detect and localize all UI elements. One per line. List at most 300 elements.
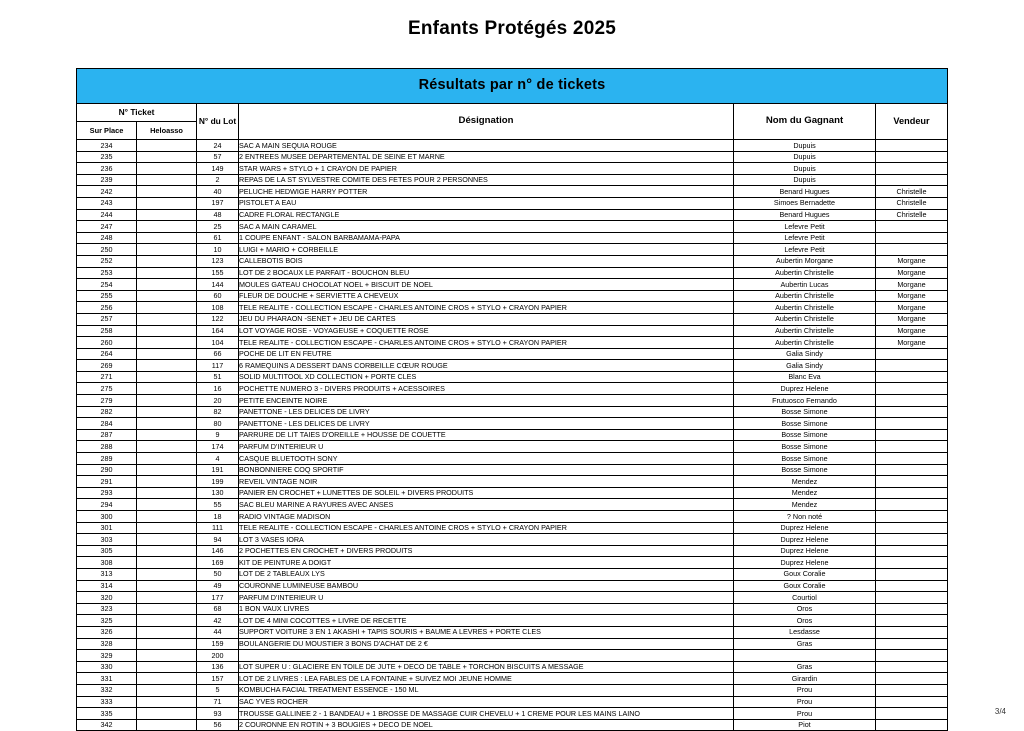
cell-sur-place: 291 bbox=[77, 476, 137, 488]
cell-sur-place: 239 bbox=[77, 174, 137, 186]
cell-heloasso bbox=[137, 395, 197, 407]
cell-designation: PANETTONE - LES DELICES DE LIVRY bbox=[239, 406, 734, 418]
table-row bbox=[77, 255, 948, 267]
cell-sur-place: 331 bbox=[77, 673, 137, 685]
cell-lot: 40 bbox=[197, 186, 239, 198]
cell-lot: 2 bbox=[197, 174, 239, 186]
cell-vendeur bbox=[876, 395, 948, 407]
table-row bbox=[77, 568, 948, 580]
table-row bbox=[77, 197, 948, 209]
cell-gagnant: Oros bbox=[734, 615, 876, 627]
cell-lot: 200 bbox=[197, 650, 239, 662]
cell-vendeur bbox=[876, 638, 948, 650]
table-row bbox=[77, 395, 948, 407]
cell-designation: PISTOLET A EAU bbox=[239, 197, 734, 209]
cell-sur-place: 253 bbox=[77, 267, 137, 279]
cell-gagnant: Aubertin Christelle bbox=[734, 325, 876, 337]
cell-sur-place: 293 bbox=[77, 487, 137, 499]
cell-lot: 197 bbox=[197, 197, 239, 209]
cell-lot: 50 bbox=[197, 568, 239, 580]
cell-vendeur bbox=[876, 696, 948, 708]
cell-gagnant: Prou bbox=[734, 696, 876, 708]
cell-lot: 111 bbox=[197, 522, 239, 534]
table-body bbox=[77, 140, 948, 731]
header-designation: Désignation bbox=[239, 104, 734, 140]
cell-heloasso bbox=[137, 650, 197, 662]
cell-designation: PARFUM D'INTERIEUR U bbox=[239, 441, 734, 453]
cell-lot: 9 bbox=[197, 429, 239, 441]
table-row bbox=[77, 232, 948, 244]
cell-vendeur bbox=[876, 708, 948, 720]
table-row bbox=[77, 348, 948, 360]
cell-vendeur bbox=[876, 244, 948, 256]
table-row bbox=[77, 650, 948, 662]
cell-gagnant: Bosse Simone bbox=[734, 464, 876, 476]
cell-lot: 117 bbox=[197, 360, 239, 372]
table-row bbox=[77, 174, 948, 186]
cell-heloasso bbox=[137, 140, 197, 152]
cell-sur-place: 264 bbox=[77, 348, 137, 360]
cell-lot: 44 bbox=[197, 626, 239, 638]
cell-lot: 55 bbox=[197, 499, 239, 511]
cell-sur-place: 248 bbox=[77, 232, 137, 244]
table-row bbox=[77, 140, 948, 152]
cell-designation: BONBONNIERE COQ SPORTIF bbox=[239, 464, 734, 476]
cell-lot: 155 bbox=[197, 267, 239, 279]
cell-sur-place: 282 bbox=[77, 406, 137, 418]
cell-gagnant: Bosse Simone bbox=[734, 429, 876, 441]
header-gagnant: Nom du Gagnant bbox=[734, 104, 876, 140]
cell-vendeur bbox=[876, 592, 948, 604]
table-row bbox=[77, 383, 948, 395]
cell-gagnant: Prou bbox=[734, 684, 876, 696]
cell-vendeur bbox=[876, 522, 948, 534]
cell-vendeur bbox=[876, 499, 948, 511]
cell-heloasso bbox=[137, 499, 197, 511]
cell-gagnant: Galia Sindy bbox=[734, 360, 876, 372]
cell-heloasso bbox=[137, 719, 197, 731]
cell-gagnant: Dupuis bbox=[734, 151, 876, 163]
cell-designation: FLEUR DE DOUCHE + SERVIETTE A CHEVEUX bbox=[239, 290, 734, 302]
cell-vendeur bbox=[876, 418, 948, 430]
cell-gagnant: Aubertin Christelle bbox=[734, 337, 876, 349]
cell-heloasso bbox=[137, 708, 197, 720]
cell-sur-place: 236 bbox=[77, 163, 137, 175]
cell-lot: 164 bbox=[197, 325, 239, 337]
cell-sur-place: 308 bbox=[77, 557, 137, 569]
cell-sur-place: 242 bbox=[77, 186, 137, 198]
cell-lot: 159 bbox=[197, 638, 239, 650]
cell-gagnant: Duprez Helene bbox=[734, 522, 876, 534]
results-table-container bbox=[76, 68, 948, 731]
cell-designation: STAR WARS + STYLO + 1 CRAYON DE PAPIER bbox=[239, 163, 734, 175]
cell-lot: 82 bbox=[197, 406, 239, 418]
cell-gagnant: Goux Coralie bbox=[734, 580, 876, 592]
cell-gagnant: Aubertin Morgane bbox=[734, 255, 876, 267]
cell-lot: 10 bbox=[197, 244, 239, 256]
cell-sur-place: 260 bbox=[77, 337, 137, 349]
cell-heloasso bbox=[137, 174, 197, 186]
cell-sur-place: 333 bbox=[77, 696, 137, 708]
cell-heloasso bbox=[137, 163, 197, 175]
cell-sur-place: 305 bbox=[77, 545, 137, 557]
cell-lot: 80 bbox=[197, 418, 239, 430]
cell-sur-place: 330 bbox=[77, 661, 137, 673]
cell-heloasso bbox=[137, 186, 197, 198]
cell-designation: TELE REALITE - COLLECTION ESCAPE - CHARLES ANTOINE CROS + STYLO + CRAYON PAPIER bbox=[239, 522, 734, 534]
table-header bbox=[77, 69, 948, 140]
cell-gagnant: Gras bbox=[734, 638, 876, 650]
cell-designation bbox=[239, 650, 734, 662]
cell-lot: 16 bbox=[197, 383, 239, 395]
cell-gagnant: Duprez Helene bbox=[734, 557, 876, 569]
cell-designation: KOMBUCHA FACIAL TREATMENT ESSENCE - 150 ML bbox=[239, 684, 734, 696]
cell-gagnant: Piot bbox=[734, 719, 876, 731]
cell-lot: 71 bbox=[197, 696, 239, 708]
cell-heloasso bbox=[137, 244, 197, 256]
cell-heloasso bbox=[137, 487, 197, 499]
cell-sur-place: 279 bbox=[77, 395, 137, 407]
cell-sur-place: 335 bbox=[77, 708, 137, 720]
cell-lot: 61 bbox=[197, 232, 239, 244]
cell-lot: 199 bbox=[197, 476, 239, 488]
results-table bbox=[76, 68, 948, 731]
cell-vendeur bbox=[876, 429, 948, 441]
cell-sur-place: 314 bbox=[77, 580, 137, 592]
cell-lot: 68 bbox=[197, 603, 239, 615]
cell-designation: SAC BLEU MARINE A RAYURES AVEC ANSES bbox=[239, 499, 734, 511]
cell-heloasso bbox=[137, 325, 197, 337]
cell-lot: 157 bbox=[197, 673, 239, 685]
cell-designation: TELE REALITE - COLLECTION ESCAPE - CHARLES ANTOINE CROS + STYLO + CRAYON PAPIER bbox=[239, 302, 734, 314]
cell-gagnant: Frutuosco Fernando bbox=[734, 395, 876, 407]
table-row bbox=[77, 441, 948, 453]
cell-gagnant: Simoes Bernadette bbox=[734, 197, 876, 209]
cell-gagnant: Bosse Simone bbox=[734, 441, 876, 453]
cell-heloasso bbox=[137, 661, 197, 673]
table-row bbox=[77, 673, 948, 685]
cell-lot: 51 bbox=[197, 371, 239, 383]
cell-gagnant: Benard Hugues bbox=[734, 186, 876, 198]
cell-heloasso bbox=[137, 267, 197, 279]
cell-heloasso bbox=[137, 511, 197, 523]
table-row bbox=[77, 418, 948, 430]
cell-heloasso bbox=[137, 673, 197, 685]
table-row bbox=[77, 534, 948, 546]
cell-sur-place: 326 bbox=[77, 626, 137, 638]
table-row bbox=[77, 406, 948, 418]
cell-heloasso bbox=[137, 429, 197, 441]
table-row bbox=[77, 476, 948, 488]
cell-gagnant: Courtiol bbox=[734, 592, 876, 604]
cell-lot: 56 bbox=[197, 719, 239, 731]
cell-lot: 146 bbox=[197, 545, 239, 557]
cell-sur-place: 271 bbox=[77, 371, 137, 383]
cell-vendeur: Christelle bbox=[876, 197, 948, 209]
cell-gagnant: Duprez Helene bbox=[734, 383, 876, 395]
cell-gagnant bbox=[734, 650, 876, 662]
cell-designation: CALLEBOTIS BOIS bbox=[239, 255, 734, 267]
cell-designation: 2 POCHETTES EN CROCHET + DIVERS PRODUITS bbox=[239, 545, 734, 557]
cell-vendeur bbox=[876, 650, 948, 662]
cell-vendeur bbox=[876, 626, 948, 638]
cell-designation: LOT DE 2 LIVRES : LEA FABLES DE LA FONTAINE + SUIVEZ MOI JEUNE HOMME bbox=[239, 673, 734, 685]
cell-designation: PARFUM D'INTERIEUR U bbox=[239, 592, 734, 604]
cell-heloasso bbox=[137, 464, 197, 476]
cell-gagnant: Aubertin Lucas bbox=[734, 279, 876, 291]
cell-designation: 1 COUPE ENFANT - SALON BARBAMAMA-PAPA bbox=[239, 232, 734, 244]
cell-sur-place: 269 bbox=[77, 360, 137, 372]
cell-vendeur bbox=[876, 151, 948, 163]
cell-gagnant: Aubertin Christelle bbox=[734, 267, 876, 279]
table-row bbox=[77, 163, 948, 175]
cell-gagnant: Dupuis bbox=[734, 163, 876, 175]
cell-vendeur: Christelle bbox=[876, 209, 948, 221]
cell-designation: BOULANGERIE DU MOUSTIER 3 BONS D'ACHAT DE 2 € bbox=[239, 638, 734, 650]
header-lot: N° du Lot bbox=[197, 104, 239, 140]
cell-vendeur: Morgane bbox=[876, 302, 948, 314]
cell-sur-place: 290 bbox=[77, 464, 137, 476]
table-row bbox=[77, 371, 948, 383]
cell-heloasso bbox=[137, 406, 197, 418]
cell-vendeur bbox=[876, 557, 948, 569]
cell-designation: PANETTONE - LES DELICES DE LIVRY bbox=[239, 418, 734, 430]
cell-gagnant: Mendez bbox=[734, 476, 876, 488]
table-row bbox=[77, 499, 948, 511]
cell-heloasso bbox=[137, 151, 197, 163]
cell-gagnant: Lefevre Petit bbox=[734, 232, 876, 244]
cell-heloasso bbox=[137, 221, 197, 233]
cell-heloasso bbox=[137, 441, 197, 453]
cell-vendeur bbox=[876, 487, 948, 499]
cell-heloasso bbox=[137, 568, 197, 580]
cell-vendeur bbox=[876, 719, 948, 731]
table-row bbox=[77, 603, 948, 615]
cell-heloasso bbox=[137, 255, 197, 267]
cell-vendeur: Morgane bbox=[876, 290, 948, 302]
cell-designation: SAC A MAIN SEQUIA ROUGE bbox=[239, 140, 734, 152]
cell-heloasso bbox=[137, 557, 197, 569]
cell-heloasso bbox=[137, 290, 197, 302]
cell-vendeur bbox=[876, 464, 948, 476]
cell-designation: LOT 3 VASES IORA bbox=[239, 534, 734, 546]
cell-gagnant: Lefevre Petit bbox=[734, 244, 876, 256]
cell-sur-place: 288 bbox=[77, 441, 137, 453]
cell-heloasso bbox=[137, 626, 197, 638]
cell-gagnant: Oros bbox=[734, 603, 876, 615]
cell-sur-place: 250 bbox=[77, 244, 137, 256]
cell-lot: 49 bbox=[197, 580, 239, 592]
table-row bbox=[77, 487, 948, 499]
cell-designation: 2 ENTREES MUSEE DEPARTEMENTAL DE SEINE ET MARNE bbox=[239, 151, 734, 163]
cell-gagnant: Dupuis bbox=[734, 140, 876, 152]
cell-designation: TELE REALITE - COLLECTION ESCAPE - CHARLES ANTOINE CROS + STYLO + CRAYON PAPIER bbox=[239, 337, 734, 349]
table-row bbox=[77, 302, 948, 314]
cell-heloasso bbox=[137, 313, 197, 325]
cell-heloasso bbox=[137, 302, 197, 314]
table-row bbox=[77, 522, 948, 534]
table-row bbox=[77, 464, 948, 476]
cell-vendeur bbox=[876, 406, 948, 418]
cell-designation: 2 COURONNE EN ROTIN + 3 BOUGIES + DECO DE NOEL bbox=[239, 719, 734, 731]
cell-lot: 136 bbox=[197, 661, 239, 673]
table-row bbox=[77, 244, 948, 256]
cell-lot: 149 bbox=[197, 163, 239, 175]
cell-vendeur bbox=[876, 476, 948, 488]
cell-gagnant: Mendez bbox=[734, 487, 876, 499]
cell-vendeur bbox=[876, 453, 948, 465]
cell-heloasso bbox=[137, 279, 197, 291]
cell-sur-place: 287 bbox=[77, 429, 137, 441]
cell-designation: SUPPORT VOITURE 3 EN 1 AKASHI + TAPIS SOURIS + BAUME A LEVRES + PORTE CLES bbox=[239, 626, 734, 638]
cell-designation: LOT SUPER U : GLACIERE EN TOILE DE JUTE + DECO DE TABLE + TORCHON BISCUITS A MESSAGE bbox=[239, 661, 734, 673]
cell-designation: CADRE FLORAL RECTANGLE bbox=[239, 209, 734, 221]
cell-designation: COURONNE LUMINEUSE BAMBOU bbox=[239, 580, 734, 592]
cell-sur-place: 254 bbox=[77, 279, 137, 291]
cell-designation: REPAS DE LA ST SYLVESTRE COMITE DES FETES POUR 2 PERSONNES bbox=[239, 174, 734, 186]
cell-gagnant: Bosse Simone bbox=[734, 406, 876, 418]
table-row bbox=[77, 313, 948, 325]
cell-designation: JEU DU PHARAON -SENET + JEU DE CARTES bbox=[239, 313, 734, 325]
cell-designation: PELUCHE HEDWIGE HARRY POTTER bbox=[239, 186, 734, 198]
cell-gagnant: Bosse Simone bbox=[734, 453, 876, 465]
table-row bbox=[77, 580, 948, 592]
cell-heloasso bbox=[137, 684, 197, 696]
cell-lot: 5 bbox=[197, 684, 239, 696]
cell-designation: LOT DE 2 TABLEAUX LYS bbox=[239, 568, 734, 580]
cell-lot: 174 bbox=[197, 441, 239, 453]
cell-gagnant: Benard Hugues bbox=[734, 209, 876, 221]
cell-heloasso bbox=[137, 580, 197, 592]
cell-sur-place: 244 bbox=[77, 209, 137, 221]
table-row bbox=[77, 661, 948, 673]
cell-gagnant: Mendez bbox=[734, 499, 876, 511]
cell-lot: 130 bbox=[197, 487, 239, 499]
table-row bbox=[77, 684, 948, 696]
cell-vendeur bbox=[876, 383, 948, 395]
cell-sur-place: 332 bbox=[77, 684, 137, 696]
cell-gagnant: ? Non noté bbox=[734, 511, 876, 523]
cell-vendeur: Morgane bbox=[876, 325, 948, 337]
cell-sur-place: 329 bbox=[77, 650, 137, 662]
cell-vendeur: Morgane bbox=[876, 255, 948, 267]
cell-sur-place: 320 bbox=[77, 592, 137, 604]
cell-vendeur bbox=[876, 545, 948, 557]
table-row bbox=[77, 209, 948, 221]
cell-sur-place: 289 bbox=[77, 453, 137, 465]
cell-lot: 60 bbox=[197, 290, 239, 302]
cell-gagnant: Goux Coralie bbox=[734, 568, 876, 580]
cell-vendeur bbox=[876, 568, 948, 580]
cell-vendeur bbox=[876, 221, 948, 233]
cell-heloasso bbox=[137, 418, 197, 430]
table-row bbox=[77, 708, 948, 720]
cell-sur-place: 256 bbox=[77, 302, 137, 314]
cell-designation: PETITE ENCEINTE NOIRE bbox=[239, 395, 734, 407]
cell-lot: 123 bbox=[197, 255, 239, 267]
cell-vendeur: Morgane bbox=[876, 279, 948, 291]
table-row bbox=[77, 186, 948, 198]
cell-lot: 108 bbox=[197, 302, 239, 314]
cell-lot: 66 bbox=[197, 348, 239, 360]
cell-heloasso bbox=[137, 453, 197, 465]
cell-heloasso bbox=[137, 348, 197, 360]
cell-heloasso bbox=[137, 383, 197, 395]
header-ticket: N° Ticket bbox=[77, 104, 197, 122]
cell-gagnant: Aubertin Christelle bbox=[734, 313, 876, 325]
cell-heloasso bbox=[137, 545, 197, 557]
cell-sur-place: 257 bbox=[77, 313, 137, 325]
cell-lot: 191 bbox=[197, 464, 239, 476]
cell-lot: 4 bbox=[197, 453, 239, 465]
cell-vendeur: Morgane bbox=[876, 313, 948, 325]
banner-row bbox=[77, 69, 948, 104]
cell-gagnant: Duprez Helene bbox=[734, 534, 876, 546]
cell-sur-place: 252 bbox=[77, 255, 137, 267]
cell-sur-place: 303 bbox=[77, 534, 137, 546]
cell-heloasso bbox=[137, 534, 197, 546]
cell-sur-place: 325 bbox=[77, 615, 137, 627]
cell-designation: SOLID MULTITOOL XD COLLECTION + PORTE CLES bbox=[239, 371, 734, 383]
cell-designation: LOT DE 2 BOCAUX LE PARFAIT - BOUCHON BLEU bbox=[239, 267, 734, 279]
cell-heloasso bbox=[137, 522, 197, 534]
cell-heloasso bbox=[137, 603, 197, 615]
cell-heloasso bbox=[137, 337, 197, 349]
table-row bbox=[77, 696, 948, 708]
cell-gagnant: Lesdasse bbox=[734, 626, 876, 638]
cell-vendeur bbox=[876, 232, 948, 244]
cell-heloasso bbox=[137, 592, 197, 604]
cell-heloasso bbox=[137, 696, 197, 708]
header-sur-place: Sur Place bbox=[77, 122, 137, 140]
table-row bbox=[77, 221, 948, 233]
table-row bbox=[77, 638, 948, 650]
table-row bbox=[77, 626, 948, 638]
cell-designation: TROUSSE GALLINEE 2 - 1 BANDEAU + 1 BROSSE DE MASSAGE CUIR CHEVELU + 1 CREME POUR LES MAINS LAINO bbox=[239, 708, 734, 720]
table-row bbox=[77, 615, 948, 627]
cell-sur-place: 235 bbox=[77, 151, 137, 163]
table-row bbox=[77, 453, 948, 465]
cell-vendeur bbox=[876, 603, 948, 615]
cell-vendeur bbox=[876, 615, 948, 627]
cell-lot: 122 bbox=[197, 313, 239, 325]
cell-gagnant: Dupuis bbox=[734, 174, 876, 186]
header-vendeur: Vendeur bbox=[876, 104, 948, 140]
cell-designation: PARRURE DE LIT TAIES D'OREILLE + HOUSSE DE COUETTE bbox=[239, 429, 734, 441]
cell-heloasso bbox=[137, 371, 197, 383]
cell-heloasso bbox=[137, 615, 197, 627]
cell-heloasso bbox=[137, 360, 197, 372]
cell-sur-place: 258 bbox=[77, 325, 137, 337]
cell-lot: 177 bbox=[197, 592, 239, 604]
cell-sur-place: 284 bbox=[77, 418, 137, 430]
cell-sur-place: 255 bbox=[77, 290, 137, 302]
cell-gagnant: Prou bbox=[734, 708, 876, 720]
cell-sur-place: 328 bbox=[77, 638, 137, 650]
cell-designation: PANIER EN CROCHET + LUNETTES DE SOLEIL + DIVERS PRODUITS bbox=[239, 487, 734, 499]
table-row bbox=[77, 360, 948, 372]
cell-sur-place: 313 bbox=[77, 568, 137, 580]
cell-sur-place: 323 bbox=[77, 603, 137, 615]
cell-sur-place: 301 bbox=[77, 522, 137, 534]
cell-gagnant: Girardin bbox=[734, 673, 876, 685]
cell-vendeur bbox=[876, 534, 948, 546]
cell-lot: 42 bbox=[197, 615, 239, 627]
cell-designation: LUIGI + MARIO + CORBEILLE bbox=[239, 244, 734, 256]
cell-gagnant: Duprez Helene bbox=[734, 545, 876, 557]
cell-heloasso bbox=[137, 232, 197, 244]
header-heloasso: Heloasso bbox=[137, 122, 197, 140]
